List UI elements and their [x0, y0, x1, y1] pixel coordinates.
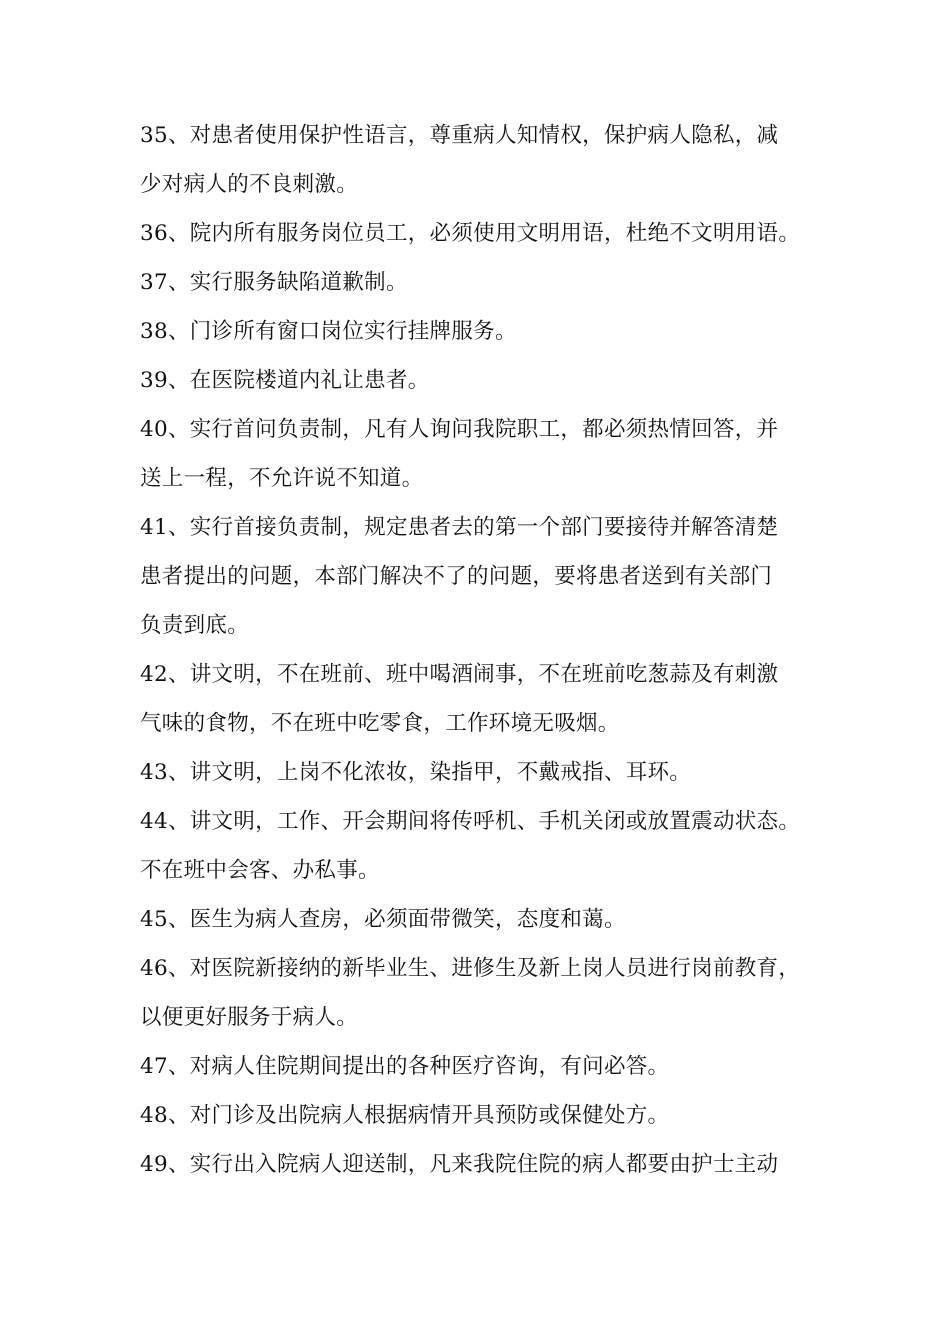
text-line: 40、实行首问负责制，凡有人询问我院职工，都必须热情回答，并: [140, 417, 779, 442]
document-body: [140, 111, 830, 1189]
text-line: 不在班中会客、办私事。: [140, 858, 380, 883]
text-line: 少对病人的不良刺激。: [140, 172, 359, 197]
text-line: 48、对门诊及出院病人根据病情开具预防或保健处方。: [140, 1103, 670, 1128]
text-line: 36、院内所有服务岗位员工，必须使用文明用语，杜绝不文明用语。: [140, 221, 801, 246]
text-line: 患者提出的问题，本部门解决不了的问题，要将患者送到有关部门: [140, 564, 773, 589]
text-line: 38、门诊所有窗口岗位实行挂牌服务。: [140, 319, 517, 344]
text-line: 气味的食物，不在班中吃零食，工作环境无吸烟。: [140, 711, 620, 736]
text-line: 47、对病人住院期间提出的各种医疗咨询，有问必答。: [140, 1054, 670, 1079]
text-line: 43、讲文明，上岗不化浓妆，染指甲，不戴戒指、耳环。: [140, 760, 692, 785]
text-line: 以便更好服务于病人。: [140, 1005, 359, 1030]
text-line: 42、讲文明，不在班前、班中喝酒闹事，不在班前吃葱蒜及有刺激: [140, 662, 779, 687]
text-line: 45、医生为病人查房，必须面带微笑，态度和蔼。: [140, 907, 626, 932]
text-line: 44、讲文明，工作、开会期间将传呼机、手机关闭或放置震动状态。: [140, 809, 801, 834]
text-line: 35、对患者使用保护性语言，尊重病人知情权，保护病人隐私，减: [140, 123, 779, 148]
text-line: 41、实行首接负责制，规定患者去的第一个部门要接待并解答清楚: [140, 515, 779, 540]
text-line: 46、对医院新接纳的新毕业生、进修生及新上岗人员进行岗前教育，: [140, 956, 801, 981]
text-line: 送上一程，不允许说不知道。: [140, 466, 424, 491]
text-line: 负责到底。: [140, 613, 250, 638]
text-line: 39、在医院楼道内礼让患者。: [140, 368, 430, 393]
text-line: 37、实行服务缺陷道歉制。: [140, 270, 408, 295]
text-line: 49、实行出入院病人迎送制，凡来我院住院的病人都要由护士主动: [140, 1152, 779, 1177]
